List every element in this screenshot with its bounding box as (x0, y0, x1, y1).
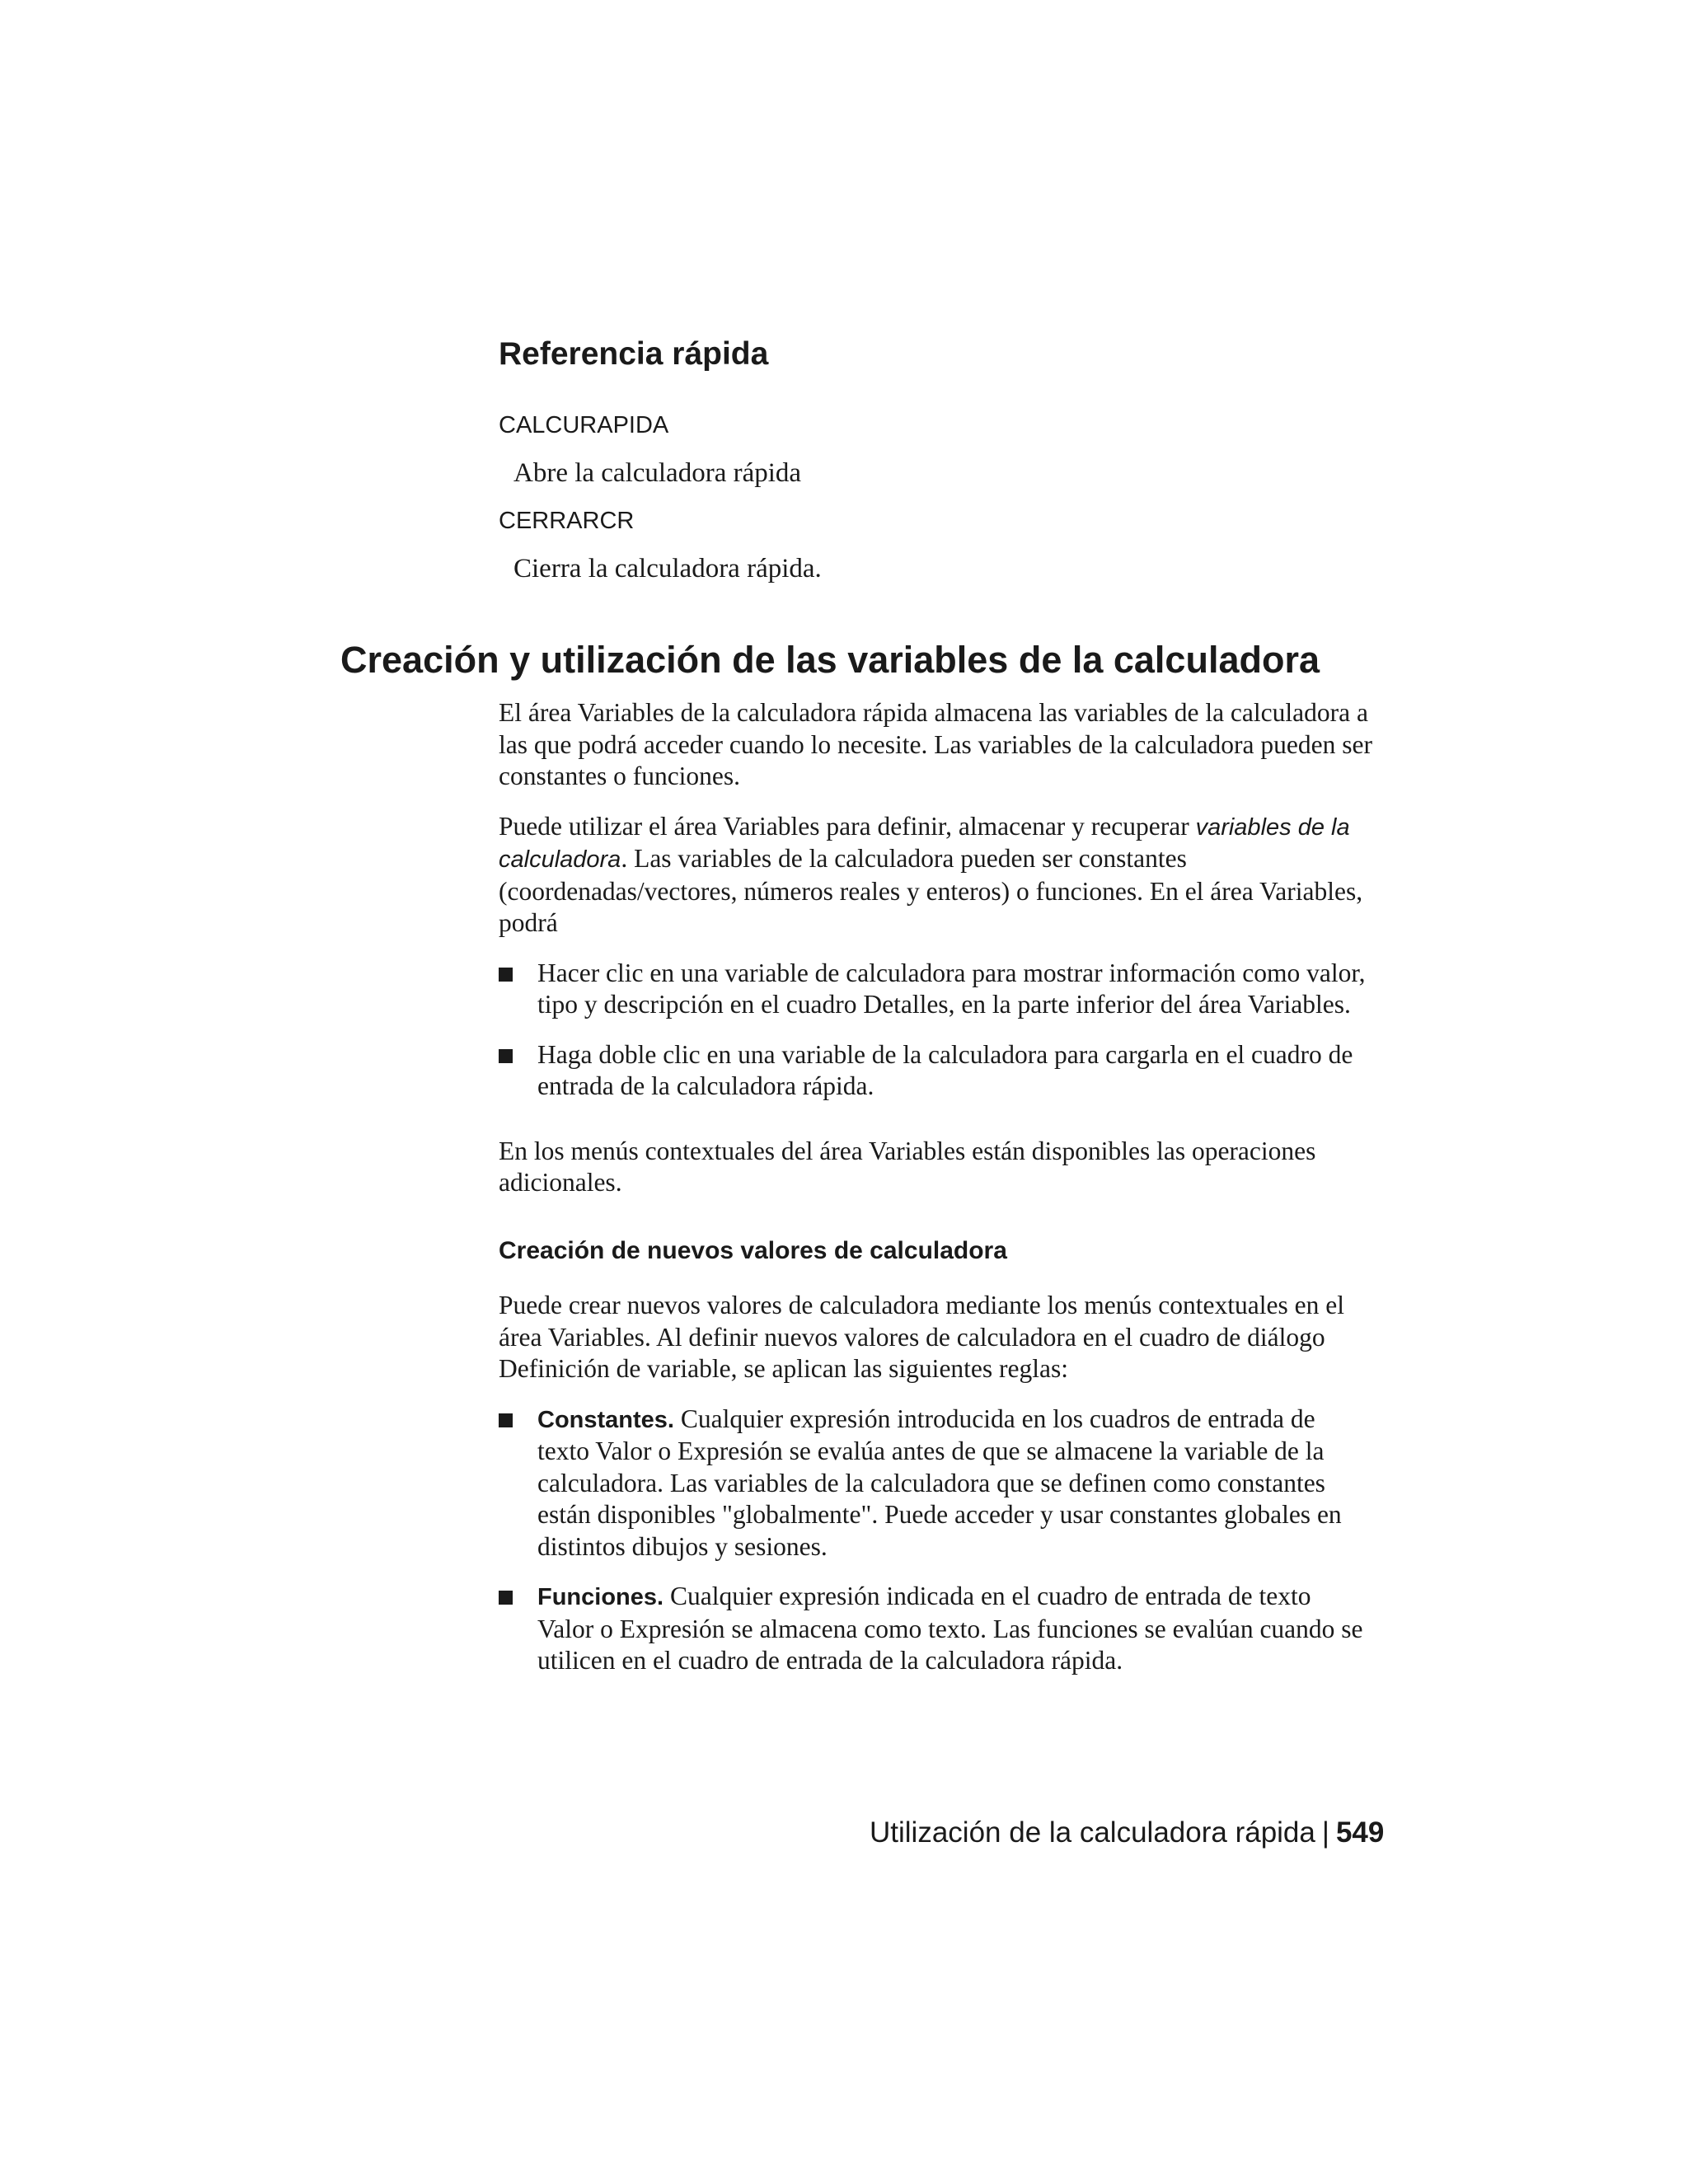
command-description: Cierra la calculadora rápida. (513, 554, 822, 583)
list-item (499, 1404, 1372, 1563)
rules-list (499, 1404, 1372, 1677)
list-item-text: Haga doble clic en una variable de la calculadora para cargarla en el cuadro de entrada de la calculadora rápida. (537, 1039, 1353, 1100)
page-number: 549 (1335, 1816, 1385, 1849)
section-body (499, 697, 1372, 1710)
list-item (499, 958, 1372, 1021)
rule-text: Cualquier expresión indicada en el cuadro de entrada de texto Valor o Expresión se almacena como texto. Las funciones se evalúan cuando se utilicen en el cuadro de entrada de la calculadora rápida. (537, 1582, 1363, 1675)
list-item (499, 1581, 1372, 1677)
paragraph-text: . Las variables de la calculadora pueden ser constantes (coordenadas/vectores, números reales y enteros) o funciones. En el área Variables, podrá (499, 844, 1363, 937)
paragraph (499, 811, 1372, 940)
square-bullet-icon (499, 1049, 513, 1063)
square-bullet-icon (499, 1591, 513, 1605)
subsection-heading: Creación de nuevos valores de calculadora (499, 1236, 1007, 1264)
section-title: Creación y utilización de las variables de la calculadora (340, 639, 1320, 681)
rule-lead: Constantes. (537, 1406, 674, 1433)
square-bullet-icon (499, 1413, 513, 1427)
square-bullet-icon (499, 968, 513, 982)
rule-lead: Funciones. (537, 1584, 664, 1610)
bullet-list (499, 958, 1372, 1103)
rule-text: Cualquier expresión introducida en los cuadros de entrada de texto Valor o Expresión se evalúa antes de que se almacene la variable de la calculadora. Las variables de la calculadora que se definen como constantes están disponibles "globalmente". Puede acceder y usar constantes globales en distintos dibujos y sesiones. (537, 1404, 1342, 1561)
quick-reference-heading: Referencia rápida (499, 336, 769, 372)
emphasis-text: variables de la calculadora (499, 813, 1350, 873)
quick-reference-list (499, 409, 1405, 600)
list-item-text: Hacer clic en una variable de calculadora para mostrar información como valor, tipo y descripción en el cuadro Detalles, en la parte inferior del área Variables. (537, 958, 1366, 1019)
footer-chapter-title: Utilización de la calculadora rápida (870, 1816, 1315, 1849)
command-description: Abre la calculadora rápida (513, 458, 802, 488)
paragraph-text: Puede utilizar el área Variables para definir, almacenar y recuperar (499, 811, 1196, 841)
footer-separator: | (1321, 1816, 1329, 1849)
page-footer (870, 1816, 1385, 1849)
command-name: CALCURAPIDA (499, 412, 669, 438)
paragraph: Puede crear nuevos valores de calculadora mediante los menús contextuales en el área Variables. Al definir nuevos valores de calculadora en el cuadro de diálogo Definición de variable, se aplican las siguientes reglas: (499, 1291, 1344, 1383)
paragraph: El área Variables de la calculadora rápida almacena las variables de la calculadora a las que podrá acceder cuando lo necesite. Las variables de la calculadora pueden ser constantes o funciones. (499, 698, 1372, 790)
list-item (499, 1039, 1372, 1103)
paragraph: En los menús contextuales del área Variables están disponibles las operaciones adicionales. (499, 1136, 1316, 1197)
command-name: CERRARCR (499, 508, 635, 534)
